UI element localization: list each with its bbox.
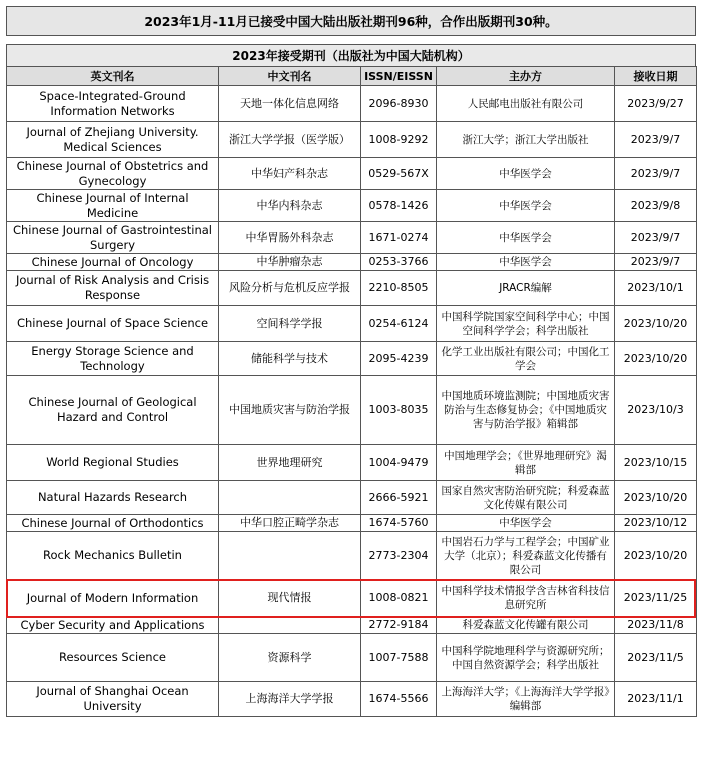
- cell-english-title: Resources Science: [7, 634, 219, 682]
- cell-issn: 1008-0821: [361, 580, 437, 617]
- table-subtitle: 2023年接受期刊（出版社为中国大陆机构）: [6, 44, 696, 66]
- cell-publisher: 中国地理学会；《世界地理研究》渴辑部: [437, 445, 615, 481]
- cell-date: 2023/9/7: [615, 122, 697, 158]
- cell-publisher: 中国科学技术情报学含吉林省科技信息研究所: [437, 580, 615, 617]
- cell-chinese-title: 中华内科杂志: [219, 190, 361, 222]
- table-row: [7, 617, 697, 634]
- cell-date: 2023/9/7: [615, 254, 697, 271]
- table-row: [7, 515, 697, 532]
- cell-english-title: World Regional Studies: [7, 445, 219, 481]
- cell-chinese-title: 中华胃肠外科杂志: [219, 222, 361, 254]
- cell-date: 2023/10/20: [615, 342, 697, 376]
- cell-publisher: 中国科学院国家空间科学中心；中国空间科学学会；科学出版社: [437, 306, 615, 342]
- cell-publisher: 科爱森蓝文化传罐有限公司: [437, 617, 615, 634]
- cell-english-title: Chinese Journal of Oncology: [7, 254, 219, 271]
- cell-chinese-title: 储能科学与技术: [219, 342, 361, 376]
- cell-english-title: Journal of Risk Analysis and Crisis Response: [7, 271, 219, 306]
- cell-publisher: 中华医学会: [437, 222, 615, 254]
- cell-publisher: 化学工业出版社有限公司；中国化工学会: [437, 342, 615, 376]
- cell-chinese-title: 中华口腔正畸学杂志: [219, 515, 361, 532]
- cell-issn: 2096-8930: [361, 86, 437, 122]
- cell-publisher: 中华医学会: [437, 254, 615, 271]
- cell-chinese-title: [219, 532, 361, 580]
- cell-issn: 0529-567X: [361, 158, 437, 190]
- cell-issn: 1008-9292: [361, 122, 437, 158]
- table-row: [7, 271, 697, 306]
- cell-issn: 1671-0274: [361, 222, 437, 254]
- table-row: [7, 481, 697, 515]
- cell-issn: 1674-5760: [361, 515, 437, 532]
- cell-chinese-title: 中国地质灾害与防治学报: [219, 376, 361, 445]
- cell-publisher: 中华医学会: [437, 190, 615, 222]
- cell-issn: 1007-7588: [361, 634, 437, 682]
- cell-chinese-title: 世界地理研究: [219, 445, 361, 481]
- cell-english-title: Natural Hazards Research: [7, 481, 219, 515]
- table-row: [7, 122, 697, 158]
- cell-english-title: Rock Mechanics Bulletin: [7, 532, 219, 580]
- cell-english-title: Chinese Journal of Geological Hazard and Control: [7, 376, 219, 445]
- summary-banner: 2023年1月-11月已接受中国大陆出版社期刊96种，合作出版期刊30种。: [6, 6, 696, 36]
- table-header-row: [7, 67, 697, 86]
- cell-issn: 2772-9184: [361, 617, 437, 634]
- cell-publisher: 人民邮电出版社有限公司: [437, 86, 615, 122]
- cell-english-title: Chinese Journal of Obstetrics and Gynecology: [7, 158, 219, 190]
- cell-issn: 0253-3766: [361, 254, 437, 271]
- col-header-publisher: 主办方: [437, 67, 615, 86]
- cell-publisher: 中国科学院地理科学与资源研究所；中国自然资源学会；科学出版社: [437, 634, 615, 682]
- table-row: [7, 254, 697, 271]
- table-row: [7, 158, 697, 190]
- cell-chinese-title: 现代情报: [219, 580, 361, 617]
- col-header-chinese-title: 中文刊名: [219, 67, 361, 86]
- cell-issn: 2773-2304: [361, 532, 437, 580]
- cell-publisher: 上海海洋大学；《上海海洋大学学报》编辑部: [437, 682, 615, 717]
- table-body: [7, 86, 697, 717]
- table-row: [7, 222, 697, 254]
- cell-issn: 1004-9479: [361, 445, 437, 481]
- cell-publisher: 中国岩石力学与工程学会；中国矿业大学（北京）；科爱森蓝文化传播有限公司: [437, 532, 615, 580]
- table-row: [7, 634, 697, 682]
- cell-issn: 1674-5566: [361, 682, 437, 717]
- cell-english-title: Chinese Journal of Internal Medicine: [7, 190, 219, 222]
- table-row: [7, 532, 697, 580]
- cell-english-title: Cyber Security and Applications: [7, 617, 219, 634]
- cell-date: 2023/10/1: [615, 271, 697, 306]
- cell-publisher: 国家自然灾害防治研究院；科爱森蓝文化传媒有限公司: [437, 481, 615, 515]
- cell-chinese-title: 风险分析与危机反应学报: [219, 271, 361, 306]
- cell-chinese-title: 空间科学学报: [219, 306, 361, 342]
- col-header-english-title: 英文刊名: [7, 67, 219, 86]
- table-row: [7, 86, 697, 122]
- cell-english-title: Space-Integrated-Ground Information Networks: [7, 86, 219, 122]
- cell-date: 2023/11/8: [615, 617, 697, 634]
- table-row: [7, 190, 697, 222]
- cell-date: 2023/11/25: [615, 580, 697, 617]
- cell-date: 2023/10/15: [615, 445, 697, 481]
- cell-date: 2023/9/7: [615, 222, 697, 254]
- cell-english-title: Chinese Journal of Gastrointestinal Surgery: [7, 222, 219, 254]
- cell-issn: 2666-5921: [361, 481, 437, 515]
- journal-table: [6, 66, 697, 717]
- cell-chinese-title: [219, 481, 361, 515]
- cell-date: 2023/10/3: [615, 376, 697, 445]
- table-row: [7, 376, 697, 445]
- cell-chinese-title: 上海海洋大学学报: [219, 682, 361, 717]
- table-row: [7, 342, 697, 376]
- cell-english-title: Journal of Modern Information: [7, 580, 219, 617]
- col-header-issn: ISSN/EISSN: [361, 67, 437, 86]
- cell-publisher: 中华医学会: [437, 158, 615, 190]
- cell-date: 2023/9/27: [615, 86, 697, 122]
- cell-date: 2023/11/5: [615, 634, 697, 682]
- cell-date: 2023/10/12: [615, 515, 697, 532]
- cell-chinese-title: 浙江大学学报（医学版）: [219, 122, 361, 158]
- cell-chinese-title: 天地一体化信息网络: [219, 86, 361, 122]
- cell-publisher: JRACR编解: [437, 271, 615, 306]
- cell-date: 2023/9/8: [615, 190, 697, 222]
- table-row: [7, 445, 697, 481]
- cell-date: 2023/9/7: [615, 158, 697, 190]
- cell-chinese-title: 中华妇产科杂志: [219, 158, 361, 190]
- col-header-date: 接收日期: [615, 67, 697, 86]
- table-row: [7, 682, 697, 717]
- cell-english-title: Journal of Zhejiang University. Medical Sciences: [7, 122, 219, 158]
- cell-english-title: Chinese Journal of Orthodontics: [7, 515, 219, 532]
- cell-date: 2023/10/20: [615, 532, 697, 580]
- table-row: [7, 580, 697, 617]
- cell-publisher: 中华医学会: [437, 515, 615, 532]
- cell-date: 2023/10/20: [615, 481, 697, 515]
- cell-date: 2023/11/1: [615, 682, 697, 717]
- cell-issn: 0578-1426: [361, 190, 437, 222]
- table-row: [7, 306, 697, 342]
- cell-date: 2023/10/20: [615, 306, 697, 342]
- cell-issn: 0254-6124: [361, 306, 437, 342]
- cell-publisher: 浙江大学；浙江大学出版社: [437, 122, 615, 158]
- cell-issn: 2210-8505: [361, 271, 437, 306]
- cell-english-title: Chinese Journal of Space Science: [7, 306, 219, 342]
- cell-chinese-title: [219, 617, 361, 634]
- cell-english-title: Energy Storage Science and Technology: [7, 342, 219, 376]
- cell-issn: 2095-4239: [361, 342, 437, 376]
- cell-english-title: Journal of Shanghai Ocean University: [7, 682, 219, 717]
- cell-chinese-title: 资源科学: [219, 634, 361, 682]
- cell-chinese-title: 中华肿瘤杂志: [219, 254, 361, 271]
- cell-publisher: 中国地质环境监测院；中国地质灾害防治与生态修复协会；《中国地质灾害与防治学报》箱辑部: [437, 376, 615, 445]
- cell-issn: 1003-8035: [361, 376, 437, 445]
